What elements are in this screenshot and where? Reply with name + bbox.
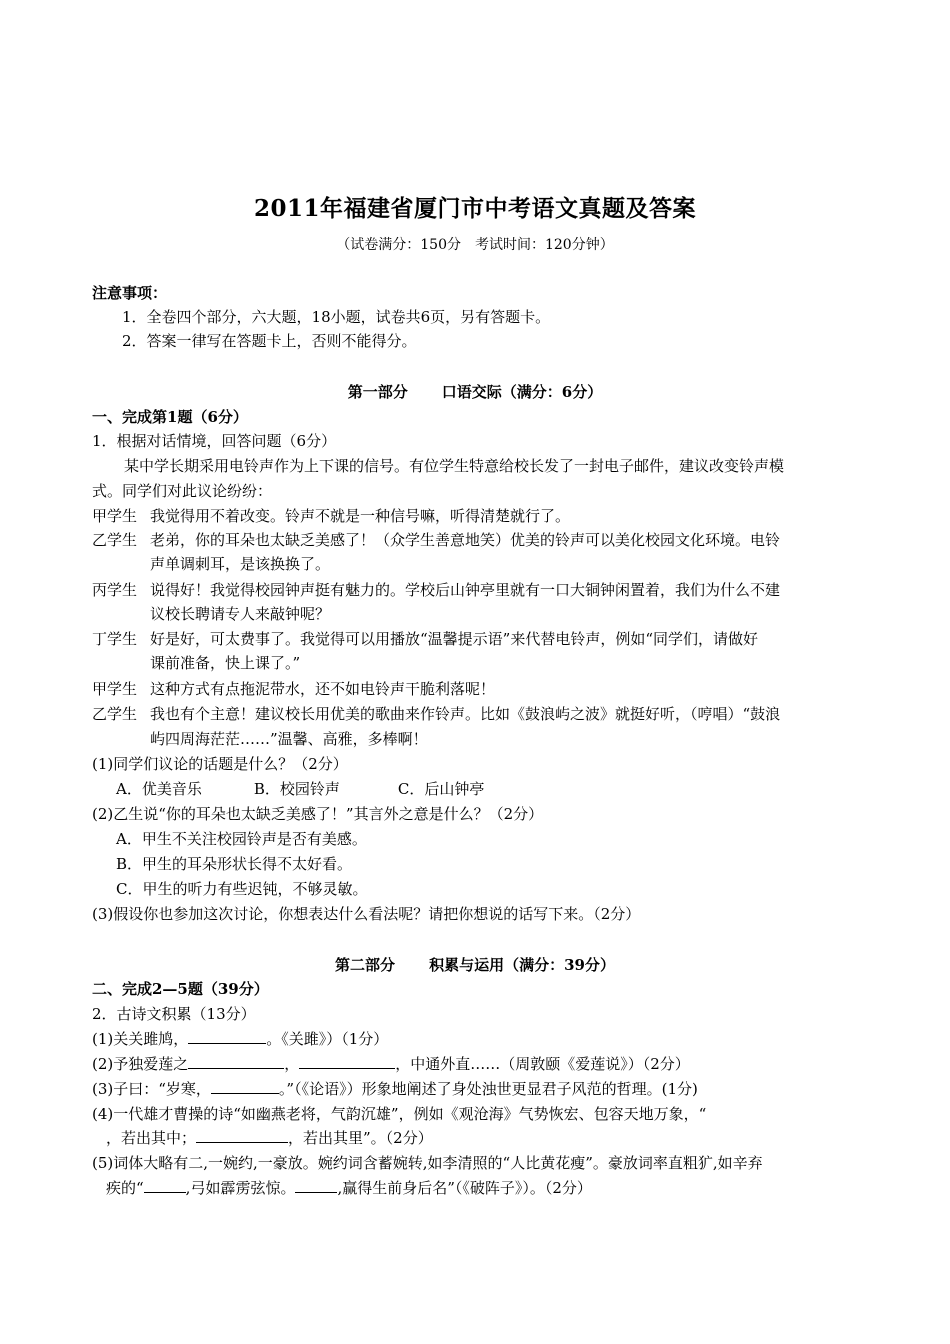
- speaker-name: 乙学生: [92, 531, 138, 549]
- option-c: C．后山钟亭: [397, 780, 485, 798]
- sub-question-3: (3)假设你也参加这次讨论，你想表达什么看法呢？请把你想说的话写下来。（2分）: [92, 905, 641, 923]
- dialogue-text: 声单调刺耳，是该换换了。: [150, 555, 331, 573]
- item-text: ,赢得生前身后名”（《破阵子》）。（2分）: [337, 1179, 592, 1197]
- answer-blank[interactable]: [188, 1029, 266, 1044]
- question-1: 1．根据对话情境，回答问题（6分）: [92, 432, 337, 450]
- notice-heading: 注意事项：: [92, 284, 168, 302]
- question-2: 2．古诗文积累（13分）: [92, 1005, 256, 1023]
- dialogue-text: 我也有个主意！建议校长用优美的歌曲来作铃声。比如《鼓浪屿之波》就挺好听，（哼唱）“鼓浪: [150, 705, 781, 723]
- part1-heading-left: 第一部分: [347, 383, 408, 401]
- answer-blank[interactable]: [211, 1079, 279, 1094]
- option-b: B．校园铃声: [253, 780, 340, 798]
- speaker-name: 甲学生: [92, 680, 138, 698]
- dialogue-text: 屿四周海茫茫……”温馨、高雅，多棒啊！: [150, 730, 428, 748]
- dialogue-text: 我觉得用不着改变。铃声不就是一种信号嘛，听得清楚就行了。: [150, 507, 571, 525]
- item-text: 。”（《论语》）形象地阐述了身处浊世更显君子风范的哲理。(1分): [278, 1080, 698, 1098]
- answer-blank[interactable]: [188, 1054, 284, 1069]
- dialogue-text: 好是好，可太费事了。我觉得可以用播放“温馨提示语”来代替电铃声，例如“同学们，请做好: [150, 630, 759, 648]
- answer-blank[interactable]: [299, 1054, 395, 1069]
- fill-item-5: (5)词体大略有二,一婉约,一豪放。婉约词含蓄婉转,如李清照的“人比黄花瘦”。豪放词率直粗犷,如辛弃: [92, 1154, 763, 1172]
- fill-item-1: [92, 1029, 872, 1049]
- item-text: ,弓如霹雳弦惊。: [185, 1179, 296, 1197]
- dialogue-text: 课前准备，快上课了。”: [150, 654, 301, 672]
- option-c: C．甲生的听力有些迟钝，不够灵敏。: [116, 880, 368, 898]
- part1-heading-right: 口语交际（满分：6分）: [441, 383, 603, 401]
- item-text: 。《关雎》）（1分）: [266, 1030, 389, 1048]
- option-a: A．优美音乐: [116, 780, 202, 798]
- item-text: 疾的“: [106, 1179, 144, 1197]
- part2-heading-right: 积累与运用（满分：39分）: [429, 956, 615, 974]
- answer-blank[interactable]: [295, 1178, 337, 1193]
- page-title: 2011年福建省厦门市中考语文真题及答案: [253, 195, 696, 222]
- item-text: ，: [284, 1055, 300, 1073]
- item-text: ，中通外直……（周敦颐《爱莲说》）（2分）: [395, 1055, 690, 1073]
- speaker-name: 丙学生: [92, 581, 138, 599]
- notice-item: 2．答案一律写在答题卡上，否则不能得分。: [122, 332, 417, 350]
- intro-text: 某中学长期采用电铃声作为上下课的信号。有位学生特意给校长发了一封电子邮件，建议改变铃声模: [124, 457, 785, 475]
- dialogue-line: [92, 704, 872, 724]
- answer-blank[interactable]: [196, 1128, 288, 1143]
- part1-heading: [0, 382, 950, 402]
- section-2-heading: 二、完成2—5题（39分）: [92, 980, 269, 998]
- speaker-name: 丁学生: [92, 630, 138, 648]
- sub-question-1: (1)同学们议论的话题是什么？（2分）: [92, 755, 348, 773]
- speaker-name: 甲学生: [92, 507, 138, 525]
- option-row: [116, 779, 896, 799]
- fill-item-4-cont: [106, 1128, 886, 1148]
- dialogue-text: 老弟，你的耳朵也太缺乏美感了！（众学生善意地笑）优美的铃声可以美化校园文化环境。电铃: [150, 531, 781, 549]
- section-1-heading: 一、完成第1题（6分）: [92, 408, 248, 426]
- dialogue-text: 说得好！我觉得校园钟声挺有魅力的。学校后山钟亭里就有一口大铜钟闲置着，我们为什么不建: [150, 581, 781, 599]
- fill-item-3: [92, 1079, 872, 1099]
- dialogue-line: [92, 629, 872, 649]
- item-text: ，若出其中；: [106, 1129, 197, 1147]
- item-text: (3)子曰：“岁寒，: [92, 1080, 211, 1098]
- fill-item-4: (4)一代雄才曹操的诗“如幽燕老将，气韵沉雄”，例如《观沧海》气势恢宏、包容天地万象，“: [92, 1105, 707, 1123]
- dialogue-text: 这种方式有点拖泥带水，还不如电铃声干脆利落呢！: [150, 680, 496, 698]
- dialogue-text: 议校长聘请专人来敲钟呢？: [150, 605, 331, 623]
- item-text: (1)关关雎鸠，: [92, 1030, 189, 1048]
- sub-question-2: (2)乙生说“你的耳朵也太缺乏美感了！”其言外之意是什么？（2分）: [92, 805, 544, 823]
- speaker-name: 乙学生: [92, 705, 138, 723]
- dialogue-line: [92, 679, 872, 699]
- fill-item-5-cont: [106, 1178, 886, 1198]
- intro-text: 式。同学们对此议论纷纷：: [92, 482, 273, 500]
- notice-item: 1．全卷四个部分，六大题，18小题，试卷共6页，另有答题卡。: [122, 308, 551, 326]
- dialogue-line: [92, 530, 872, 550]
- answer-blank[interactable]: [144, 1178, 186, 1193]
- exam-info: （试卷满分：150分 考试时间：120分钟）: [336, 237, 614, 253]
- dialogue-line: [92, 580, 872, 600]
- item-text: ，若出其里”。（2分）: [288, 1129, 433, 1147]
- part2-heading-left: 第二部分: [335, 956, 396, 974]
- item-text: (2)予独爱莲之: [92, 1055, 189, 1073]
- option-b: B．甲生的耳朵形状长得不太好看。: [116, 855, 353, 873]
- fill-item-2: [92, 1054, 872, 1074]
- part2-heading: [0, 955, 950, 975]
- option-a: A．甲生不关注校园铃声是否有美感。: [116, 830, 367, 848]
- dialogue-line: [92, 506, 872, 526]
